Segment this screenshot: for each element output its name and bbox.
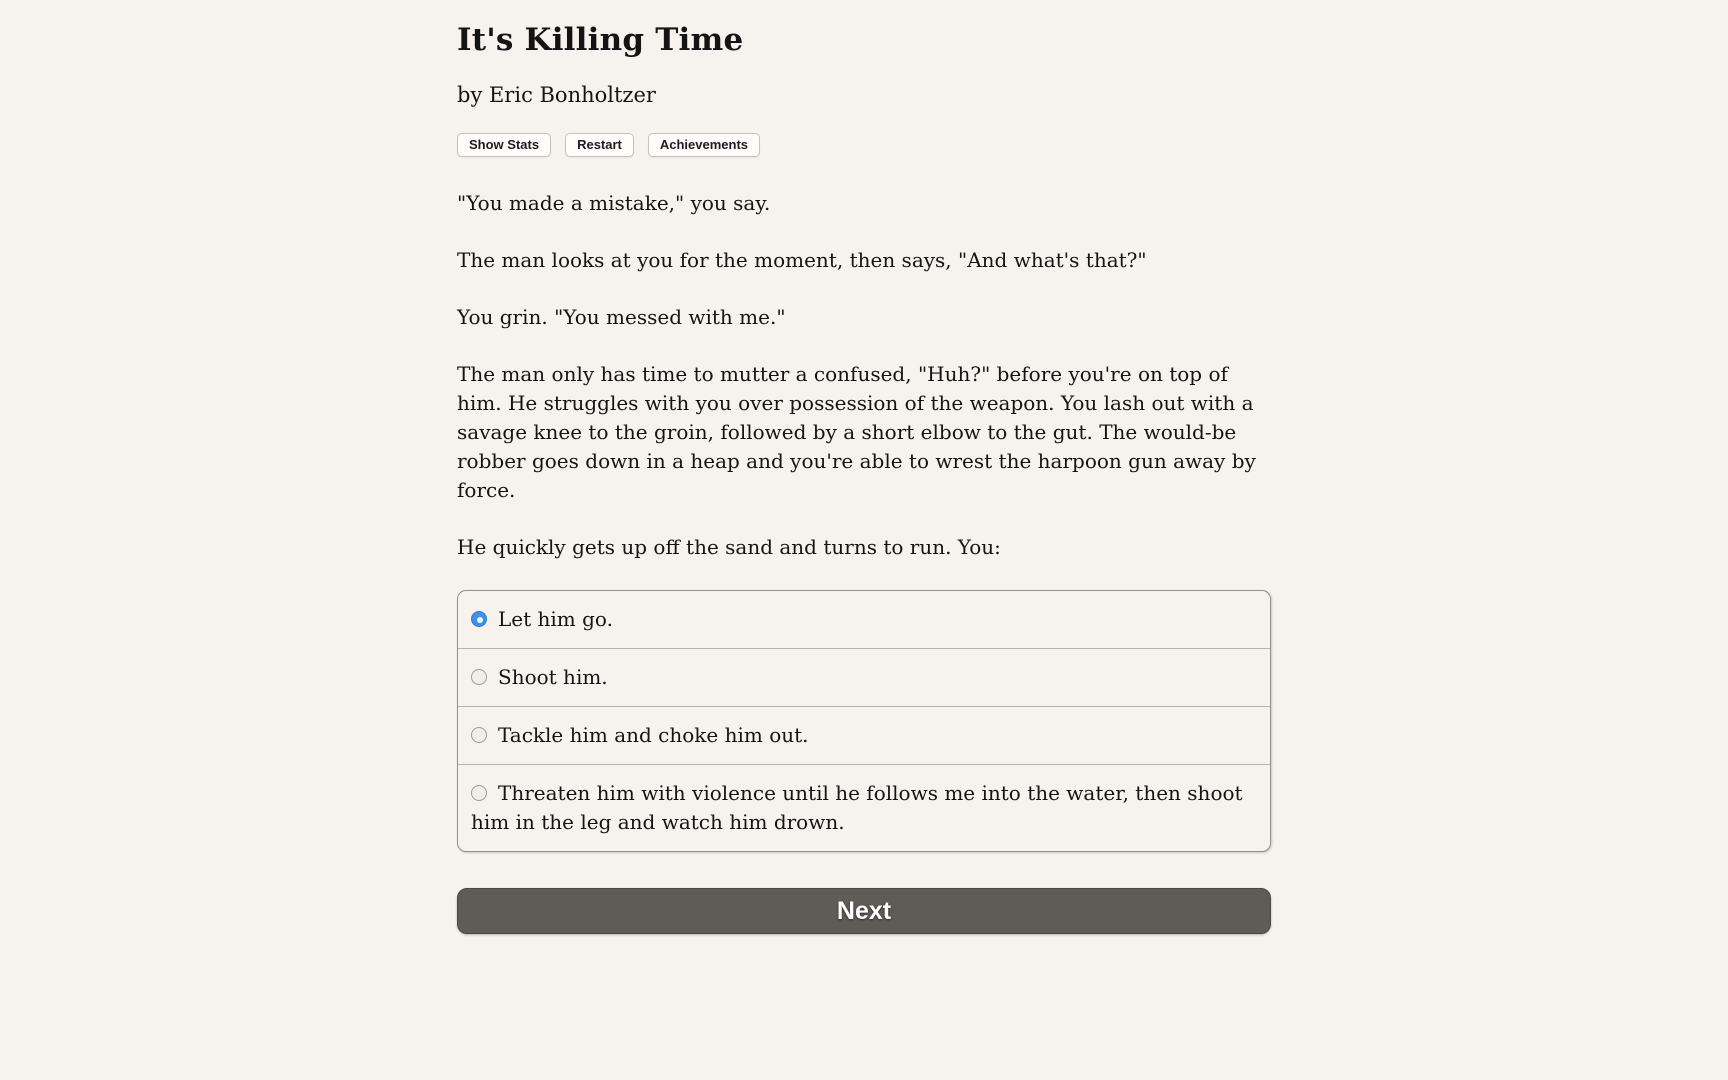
choice-option-label: Let him go. [498, 607, 613, 631]
game-page [457, 0, 1271, 934]
choice-option-label: Tackle him and choke him out. [498, 723, 809, 747]
radio-button-icon[interactable] [471, 727, 487, 743]
story-paragraph: The man looks at you for the moment, then says, "And what's that?" [457, 248, 1147, 272]
achievements-button[interactable]: Achievements [648, 133, 760, 157]
radio-button-icon[interactable] [471, 669, 487, 685]
toolbar [457, 133, 1271, 157]
choice-option-let-him-go[interactable] [458, 591, 1270, 648]
choice-option-threaten-him[interactable] [458, 764, 1270, 851]
choice-option-tackle-him[interactable] [458, 706, 1270, 764]
story-paragraph: The man only has time to mutter a confused, "Huh?" before you're on top of him. He struggles with you over possession of the weapon. You lash out with a savage knee to the groin, followed by a short elbow to the gut. The would-be robber goes down in a heap and you're able to wrest the harpoon gun away by force. [457, 362, 1256, 502]
choice-option-label: Shoot him. [498, 665, 608, 689]
choice-option-label: Threaten him with violence until he follows me into the water, then shoot him in the leg and watch him drown. [471, 781, 1243, 834]
story-text [457, 189, 1271, 562]
radio-button-icon[interactable] [471, 785, 487, 801]
choice-list [457, 590, 1271, 852]
show-stats-button[interactable]: Show Stats [457, 133, 551, 157]
restart-button[interactable]: Restart [565, 133, 634, 157]
next-button[interactable]: Next [457, 888, 1271, 934]
story-paragraph: "You made a mistake," you say. [457, 191, 771, 215]
page-title: It's Killing Time [457, 22, 744, 58]
author-byline: by Eric Bonholtzer [457, 83, 656, 107]
story-paragraph: You grin. "You messed with me." [457, 305, 786, 329]
story-paragraph: He quickly gets up off the sand and turns to run. You: [457, 535, 1001, 559]
radio-button-icon[interactable] [471, 611, 487, 627]
choice-option-shoot-him[interactable] [458, 648, 1270, 706]
